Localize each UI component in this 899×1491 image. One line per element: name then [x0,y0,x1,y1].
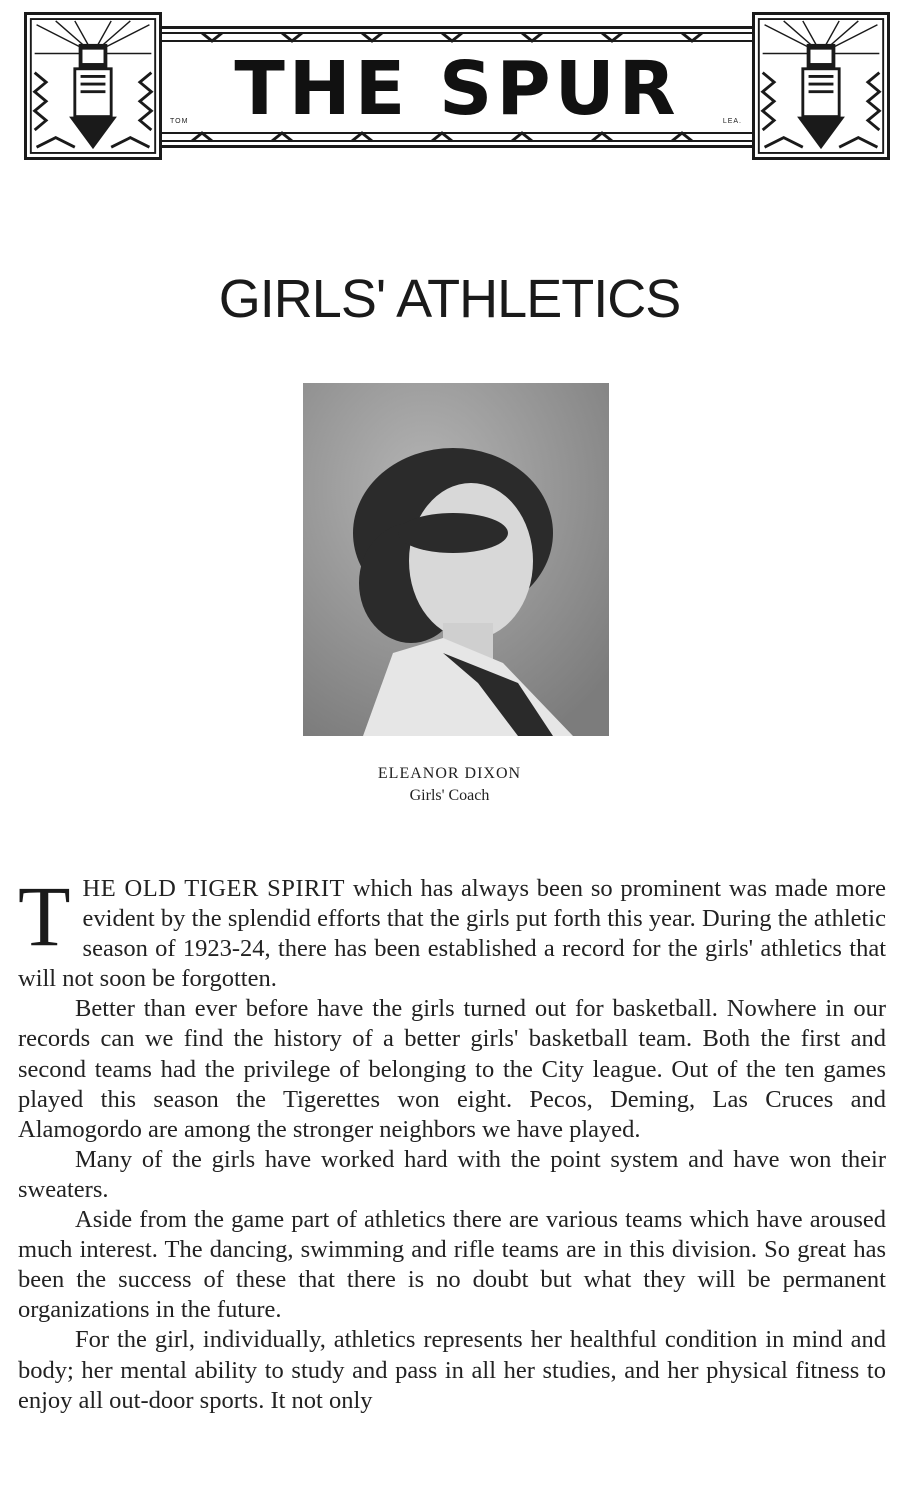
portrait-caption [0,763,899,807]
drop-cap: T [18,868,71,964]
article-body [18,868,886,1416]
page-title: GIRLS' ATHLETICS [218,269,681,329]
masthead-left-emblem [24,12,162,160]
masthead-title: THE SPUR [234,46,680,132]
lead-caps: HE OLD TIGER SPIRIT [82,875,346,902]
coach-role: Girls' Coach [409,787,490,804]
masthead [24,12,890,162]
figure-emblem-icon [755,15,887,157]
article-paragraph: Better than ever before have the girls turned out for basketball. Nowhere in our records can we find the history of a better girls' basketball team. Both the first and second teams had the privilege of belonging to the City league. Out of the ten games played this season the Tigerettes won eight. Pecos, Deming, Las Cruces and Alamogordo are among the stronger neighbors we have played. [18,995,886,1143]
masthead-right-emblem [752,12,890,160]
coach-name: ELEANOR DIXON [377,765,522,782]
article-paragraph [18,868,886,994]
article-paragraph: For the girl, individually, athletics represents her healthful condition in mind and body; her mental ability to study and pass in all her studies, and her physical fitness to enjoy all out-door sports. It not only [18,1326,886,1414]
paragraph-text: which has always been so prominent was made more evident by the splendid efforts that the girls put forth this year. During the athletic season of 1923-24, there has been established a record for the girls' athletics that will not soon be forgotten. [18,875,886,993]
article-paragraph: Aside from the game part of athletics there are various teams which have aroused much interest. The dancing, swimming and rifle teams are in this division. So great has been the success of these that there is no doubt but what they will be permanent organizations in the future. [18,1206,886,1324]
zigzag-ornament-bottom [162,131,752,143]
artist-signature-right: LEA. [722,118,742,125]
zigzag-ornament-top [162,31,752,43]
coach-portrait-photo [303,383,609,736]
article-paragraph: Many of the girls have worked hard with the point system and have won their sweaters. [18,1145,886,1203]
artist-signature-left: TOM [170,118,189,125]
masthead-band [162,26,752,148]
figure-emblem-icon [27,15,159,157]
